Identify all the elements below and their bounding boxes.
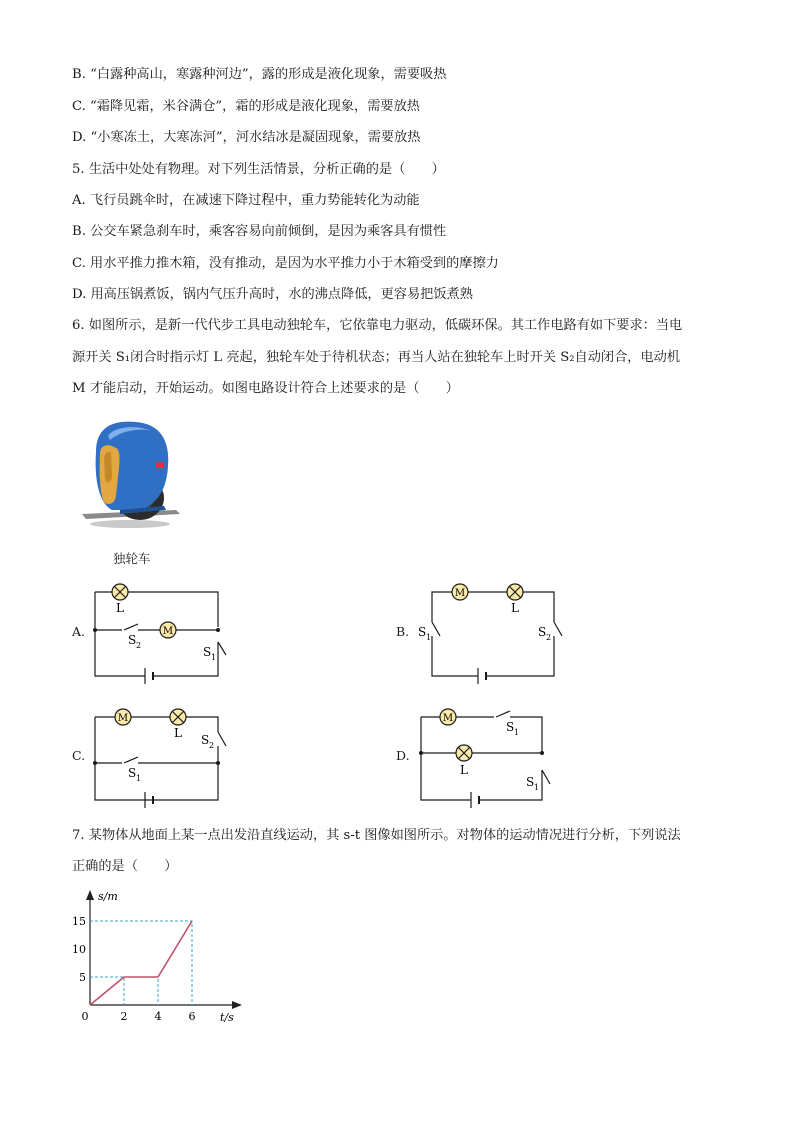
lamp-l-icon	[507, 584, 523, 600]
y-tick-label: 15	[72, 915, 86, 928]
series-line	[90, 921, 192, 1005]
svg-text:M: M	[454, 588, 466, 599]
x-axis-arrow	[232, 1001, 242, 1009]
option-d-q4: D. “小寒冻土，大寒冻河”，河水结冰是凝固现象，需要放热	[72, 130, 421, 145]
svg-text:2: 2	[546, 633, 552, 642]
svg-text:1: 1	[514, 728, 520, 737]
svg-text:S: S	[201, 733, 210, 747]
svg-text:1: 1	[534, 783, 540, 792]
option-d-q5: D. 用高压锅煮饭，锅内气压升高时，水的沸点降低，更容易把饭煮熟	[72, 287, 473, 302]
svg-text:1: 1	[211, 653, 217, 662]
y-axis-label: s/m	[98, 890, 118, 903]
option-d-label: D.	[396, 748, 410, 763]
svg-text:1: 1	[426, 633, 432, 642]
x-tick-label: 4	[154, 1010, 162, 1023]
circuit-b	[420, 582, 570, 682]
question-6-line-1: 6. 如图所示，是新一代代步工具电动独轮车，它依靠电力驱动，低碳环保。其工作电路有如下要求：当电	[72, 318, 683, 333]
svg-text:M: M	[117, 713, 129, 724]
motor-m-icon	[452, 584, 468, 600]
question-7-line-2: 正确的是（ ）	[72, 859, 178, 874]
option-b-label: B.	[396, 624, 410, 639]
circuit-d	[414, 706, 564, 806]
svg-text:S: S	[538, 625, 547, 639]
y-tick-label: 5	[79, 971, 86, 984]
svg-text:S: S	[203, 645, 212, 659]
svg-text:2: 2	[136, 641, 142, 650]
motor-m-icon	[160, 622, 176, 638]
question-6-line-2: 源开关 S₁闭合时指示灯 L 亮起，独轮车处于待机状态；再当人站在独轮车上时开关 S₂自动闭合，电动机	[72, 350, 681, 365]
option-a-label: A.	[72, 624, 86, 639]
question-7-line-1: 7. 某物体从地面上某一点出发沿直线运动，其 s-t 图像如图所示。对物体的运动情况进行分析，下列说法	[72, 828, 681, 843]
x-axis-label: t/s	[220, 1011, 234, 1024]
question-5: 5. 生活中处处有物理。对下列生活情景，分析正确的是（ ）	[72, 162, 445, 177]
svg-text:M: M	[442, 713, 454, 724]
svg-text:L: L	[116, 601, 124, 615]
svg-text:S: S	[526, 775, 535, 789]
option-c-q5: C. 用水平推力推木箱，没有推动，是因为水平推力小于木箱受到的摩擦力	[72, 256, 499, 271]
circuit-a	[88, 582, 238, 682]
lamp-l-icon	[112, 584, 128, 600]
option-c-q4: C. “霜降见霜，米谷满仓”，霜的形成是液化现象，需要放热	[72, 99, 420, 114]
x-tick-label: 6	[188, 1010, 196, 1023]
svg-text:S: S	[128, 633, 137, 647]
y-axis-arrow	[86, 890, 94, 900]
motor-m-icon	[115, 709, 131, 725]
option-a-q5: A. 飞行员跳伞时，在减速下降过程中，重力势能转化为动能	[72, 193, 420, 208]
unicycle-image	[78, 418, 184, 530]
svg-text:L: L	[174, 726, 182, 740]
lamp-l-icon	[456, 745, 472, 761]
s-t-chart	[72, 880, 262, 1030]
option-b-q5: B. 公交车紧急刹车时，乘客容易向前倾倒，是因为乘客具有惯性	[72, 224, 447, 239]
svg-text:L: L	[460, 763, 468, 777]
x-tick-label: 2	[120, 1010, 128, 1023]
circuit-c	[88, 706, 238, 806]
svg-text:L: L	[511, 601, 519, 615]
question-6-line-3: M 才能启动，开始运动。如图电路设计符合上述要求的是（ ）	[72, 381, 459, 396]
svg-text:S: S	[128, 766, 137, 780]
svg-text:M: M	[162, 626, 174, 637]
option-c-label: C.	[72, 748, 86, 763]
option-b-q4: B. “白露种高山，寒露种河边”，露的形成是液化现象，需要吸热	[72, 67, 447, 82]
origin-label: 0	[81, 1010, 89, 1023]
svg-text:S: S	[506, 720, 515, 734]
lamp-l-icon	[170, 709, 186, 725]
svg-text:1: 1	[136, 774, 142, 783]
figure-caption: 独轮车	[113, 551, 151, 566]
svg-text:S: S	[418, 625, 427, 639]
svg-text:2: 2	[209, 741, 215, 750]
y-tick-label: 10	[72, 943, 86, 956]
motor-m-icon	[440, 709, 456, 725]
